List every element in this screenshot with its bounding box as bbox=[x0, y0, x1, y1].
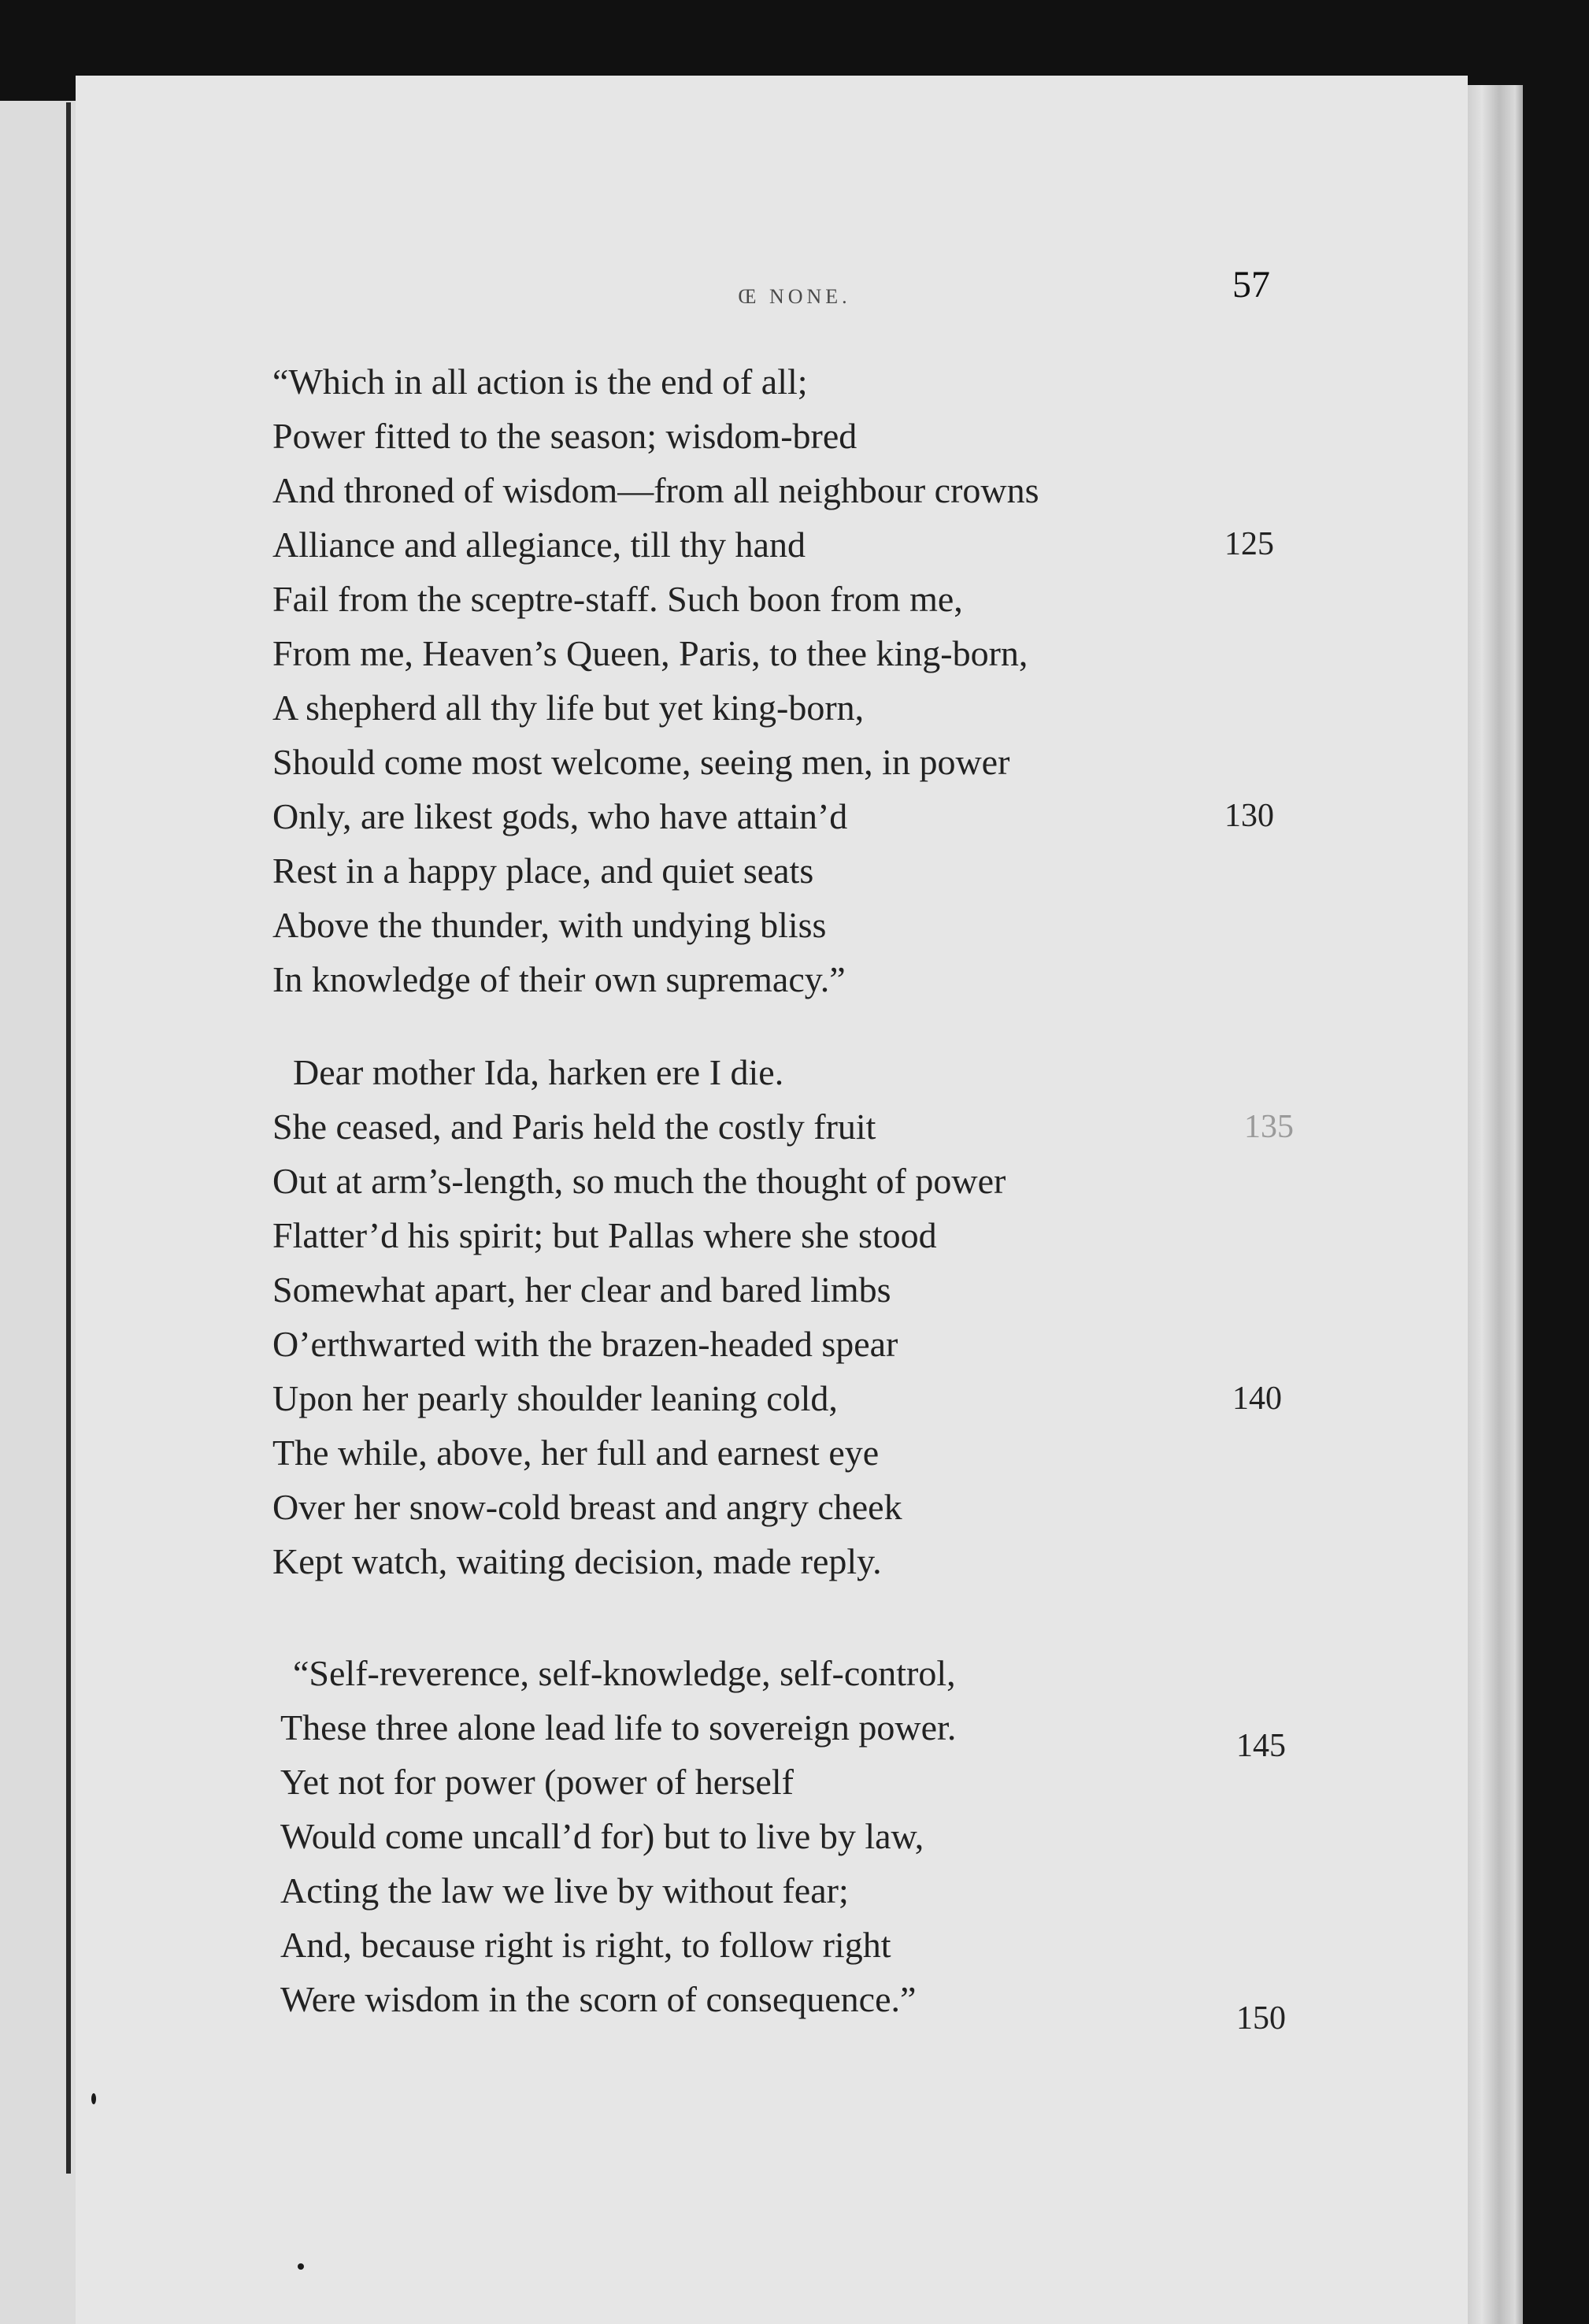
verse-line: And throned of wisdom—from all neighbour crowns bbox=[272, 470, 1039, 510]
verse-line: Yet not for power (power of herself bbox=[280, 1762, 794, 1802]
ink-speck bbox=[298, 2263, 304, 2270]
page-number: 57 bbox=[1232, 264, 1270, 306]
verse-line: “Which in all action is the end of all; bbox=[272, 361, 808, 402]
verse-line: She ceased, and Paris held the costly fruit bbox=[272, 1106, 876, 1147]
verse-line: These three alone lead life to sovereign power. bbox=[280, 1707, 957, 1748]
verse-line: Rest in a happy place, and quiet seats bbox=[272, 851, 814, 891]
verse-line: Only, are likest gods, who have attain’d bbox=[272, 796, 848, 836]
verse-line: In knowledge of their own supremacy.” bbox=[272, 959, 846, 999]
verse-line: Somewhat apart, her clear and bared limbs bbox=[272, 1269, 891, 1310]
verse-line: Fail from the sceptre-staff. Such boon from me, bbox=[272, 579, 963, 619]
verse-line: A shepherd all thy life but yet king-born, bbox=[272, 688, 865, 728]
verse-line: Above the thunder, with undying bliss bbox=[272, 905, 827, 945]
page-stack-edge bbox=[1468, 85, 1523, 2324]
verse-line: Out at arm’s-length, so much the thought of power bbox=[272, 1161, 1006, 1201]
verse-line: Flatter’d his spirit; but Pallas where she stood bbox=[272, 1215, 937, 1255]
verse-line: Would come uncall’d for) but to live by law, bbox=[280, 1816, 924, 1856]
running-title: Œ NONE. bbox=[738, 285, 851, 308]
line-number: 135 bbox=[1244, 1109, 1294, 1145]
facing-page-edge bbox=[0, 101, 76, 2324]
verse-line: Acting the law we live by without fear; bbox=[280, 1870, 849, 1911]
verse-line: From me, Heaven’s Queen, Paris, to thee king-born, bbox=[272, 633, 1028, 673]
book-gutter-shadow bbox=[66, 102, 71, 2174]
verse-line: Power fitted to the season; wisdom-bred bbox=[272, 416, 857, 456]
ink-speck bbox=[91, 2093, 96, 2104]
verse-line: Should come most welcome, seeing men, in power bbox=[272, 742, 1010, 782]
verse-line: Upon her pearly shoulder leaning cold, bbox=[272, 1378, 838, 1418]
verse-line: Alliance and allegiance, till thy hand bbox=[272, 524, 806, 565]
verse-line: O’erthwarted with the brazen-headed spear bbox=[272, 1324, 898, 1364]
line-number: 150 bbox=[1236, 2000, 1286, 2037]
verse-line: And, because right is right, to follow right bbox=[280, 1925, 891, 1965]
line-number: 125 bbox=[1224, 526, 1274, 562]
verse-line: “Self-reverence, self-knowledge, self-control, bbox=[293, 1653, 956, 1693]
line-number: 130 bbox=[1224, 798, 1274, 834]
verse-line: The while, above, her full and earnest eye bbox=[272, 1433, 880, 1473]
verse-line: Dear mother Ida, harken ere I die. bbox=[293, 1052, 784, 1092]
line-number: 140 bbox=[1232, 1381, 1282, 1417]
line-number: 145 bbox=[1236, 1728, 1286, 1764]
verse-line: Over her snow-cold breast and angry cheek bbox=[272, 1487, 902, 1527]
verse-line: Kept watch, waiting decision, made reply. bbox=[272, 1541, 882, 1581]
verse-line: Were wisdom in the scorn of consequence.” bbox=[280, 1979, 917, 2019]
